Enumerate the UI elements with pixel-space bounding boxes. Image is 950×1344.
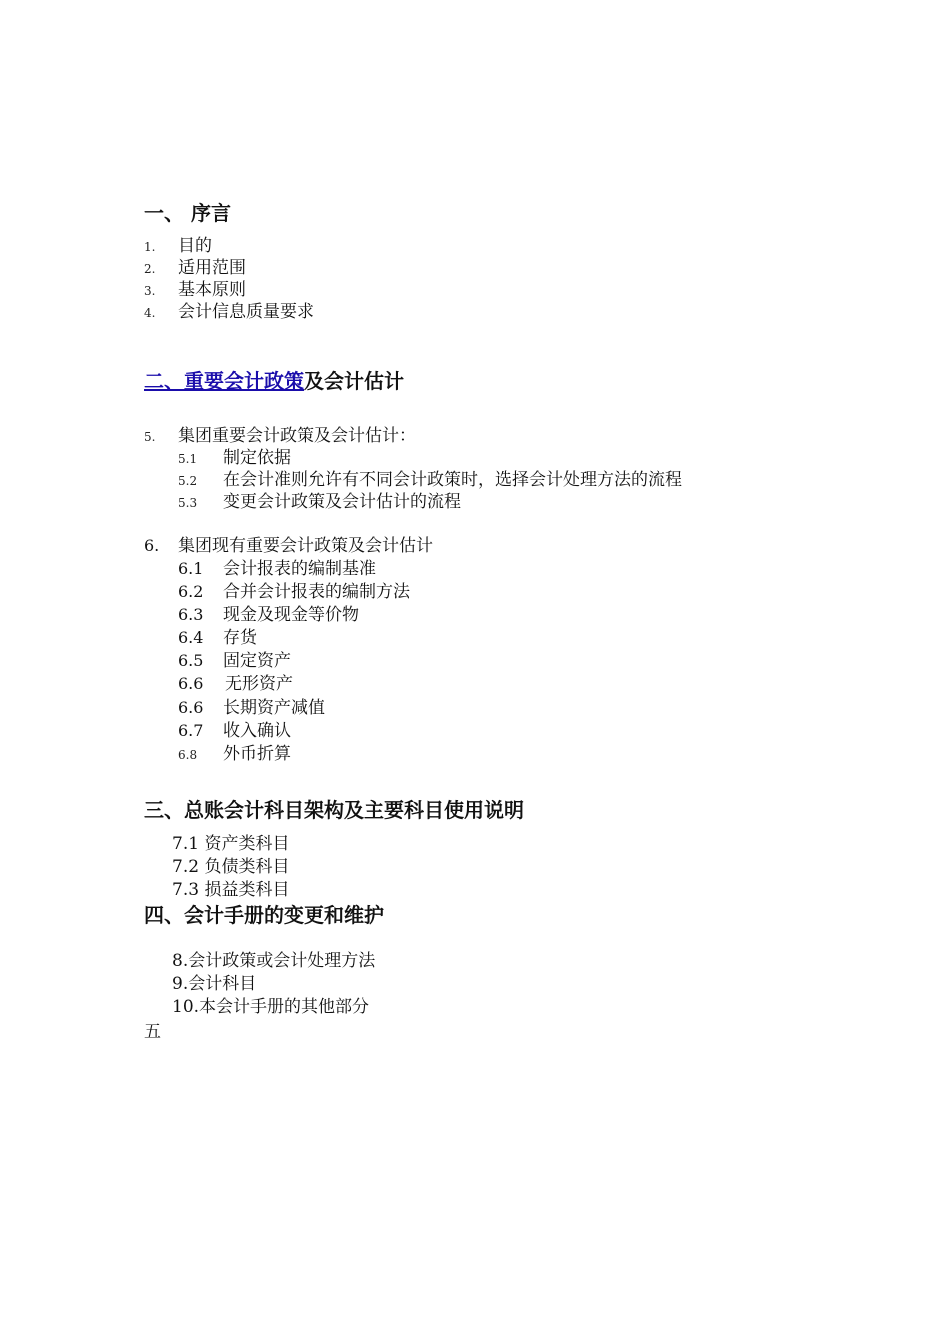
list-item bbox=[178, 554, 376, 579]
item-text: 存货 bbox=[223, 628, 257, 648]
section-title-policies bbox=[144, 365, 404, 394]
item-number: 4. bbox=[144, 306, 156, 320]
list-item: 9.会计科目 bbox=[172, 974, 257, 994]
item-number: 6.6 bbox=[178, 698, 204, 717]
item-text: 合并会计报表的编制方法 bbox=[223, 582, 410, 602]
item-text: 集团重要会计政策及会计估计： bbox=[178, 426, 416, 446]
item-number: 6.6 bbox=[178, 674, 204, 693]
item-number: 5.3 bbox=[178, 496, 198, 510]
item-text: 制定依据 bbox=[223, 448, 291, 468]
item-text: 固定资产 bbox=[223, 651, 291, 671]
item-number: 3. bbox=[144, 284, 156, 298]
item-text: 适用范围 bbox=[178, 258, 246, 278]
item-text: 在会计准则允许有不同会计政策时，选择会计处理方法的流程 bbox=[223, 470, 682, 490]
item-text: 基本原则 bbox=[178, 280, 246, 300]
section-title-link[interactable]: 二、重要会计政策 bbox=[144, 369, 304, 393]
item-number: 5. bbox=[144, 430, 156, 444]
list-item: 7.1 资产类科目 bbox=[172, 834, 290, 854]
item-text: 收入确认 bbox=[223, 721, 291, 741]
item-text: 目的 bbox=[178, 236, 212, 256]
item-number: 1. bbox=[144, 240, 156, 254]
list-item bbox=[144, 531, 433, 556]
section-title-rest: 及会计估计 bbox=[304, 369, 404, 393]
section-title-maintenance: 四、会计手册的变更和维护 bbox=[144, 903, 384, 927]
item-number: 6. bbox=[144, 536, 160, 555]
item-number: 6.3 bbox=[178, 605, 204, 624]
item-text: 长期资产减值 bbox=[223, 698, 325, 718]
item-text: 无形资产 bbox=[225, 674, 293, 694]
list-item bbox=[178, 487, 461, 512]
section-title-ledger: 三、总账会计科目架构及主要科目使用说明 bbox=[144, 798, 524, 822]
item-text: 现金及现金等价物 bbox=[223, 605, 359, 625]
list-item: 8.会计政策或会计处理方法 bbox=[172, 951, 376, 971]
item-text: 会计报表的编制基准 bbox=[223, 559, 376, 579]
list-item bbox=[144, 297, 314, 322]
item-number: 6.5 bbox=[178, 651, 204, 670]
item-text: 集团现有重要会计政策及会计估计 bbox=[178, 536, 433, 556]
list-item: 10.本会计手册的其他部分 bbox=[172, 997, 370, 1017]
item-number: 5.1 bbox=[178, 452, 198, 466]
list-item bbox=[178, 623, 257, 648]
list-item bbox=[178, 600, 359, 625]
list-item bbox=[178, 669, 293, 694]
list-item bbox=[178, 693, 325, 718]
section-title-five: 五 bbox=[144, 1022, 161, 1042]
list-item bbox=[178, 577, 410, 602]
item-text: 会计信息质量要求 bbox=[178, 302, 314, 322]
item-text: 外币折算 bbox=[223, 744, 291, 764]
item-number: 6.4 bbox=[178, 628, 204, 647]
list-item bbox=[178, 739, 291, 764]
item-text: 变更会计政策及会计估计的流程 bbox=[223, 492, 461, 512]
item-number: 6.1 bbox=[178, 559, 204, 578]
list-item bbox=[178, 646, 291, 671]
section-title-preface: 一、 序言 bbox=[144, 201, 231, 225]
item-number: 5.2 bbox=[178, 474, 198, 488]
list-item bbox=[178, 716, 291, 741]
list-item: 7.2 负债类科目 bbox=[172, 857, 290, 877]
item-number: 6.8 bbox=[178, 748, 198, 762]
list-item: 7.3 损益类科目 bbox=[172, 880, 290, 900]
item-number: 6.7 bbox=[178, 721, 204, 740]
item-number: 2. bbox=[144, 262, 156, 276]
item-number: 6.2 bbox=[178, 582, 204, 601]
